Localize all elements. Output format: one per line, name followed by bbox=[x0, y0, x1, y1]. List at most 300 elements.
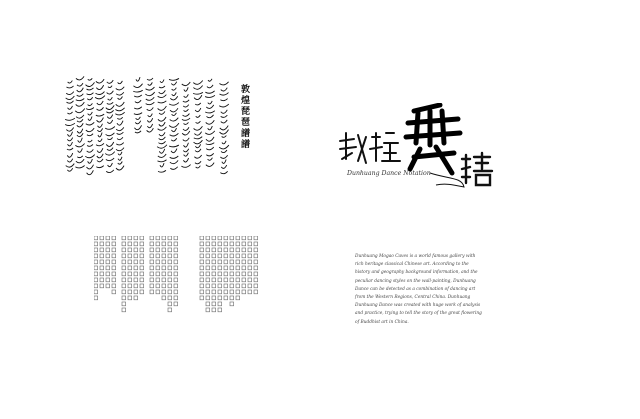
handwriting-mark bbox=[183, 149, 188, 152]
handwriting-mark bbox=[158, 170, 166, 172]
chinese-glyph bbox=[122, 278, 126, 282]
handwriting-mark bbox=[76, 99, 84, 101]
handwriting-mark bbox=[87, 165, 94, 169]
handwriting-mark bbox=[106, 170, 114, 173]
handwriting-mark bbox=[67, 159, 72, 162]
handwriting-mark bbox=[107, 148, 113, 151]
handwriting-mark bbox=[116, 143, 123, 145]
chinese-glyph bbox=[218, 302, 222, 306]
manuscript-title: 敦煌琵琶譜譜 bbox=[239, 84, 249, 150]
chinese-glyph bbox=[218, 284, 222, 288]
chinese-glyph bbox=[248, 278, 252, 282]
chinese-glyph bbox=[200, 290, 204, 294]
handwriting-mark bbox=[66, 92, 74, 95]
chinese-glyph bbox=[94, 254, 98, 258]
chinese-glyph bbox=[168, 308, 172, 312]
handwriting-mark bbox=[146, 87, 155, 90]
handwriting-mark bbox=[147, 124, 152, 128]
handwriting-mark bbox=[116, 127, 124, 130]
chinese-glyph bbox=[248, 242, 252, 246]
chinese-glyph bbox=[156, 254, 160, 258]
handwriting-mark bbox=[158, 141, 165, 143]
handwriting-mark bbox=[85, 155, 94, 158]
chinese-glyph bbox=[150, 278, 154, 282]
english-paragraph: Dunhuang Mogao Caves is a world famous gallery with rich heritage classical Chinese art. According to the history and geography background information, and the peculiar dancing styles on the wall-painting, Dunhuang Dance can be detected as a combination of dancing art from the Western Regions, Central China. Dunhuang Dunhuang Dance was created with huge work of analysis and practice, trying to tell the story of the great flowering of Buddhist art in China. bbox=[355, 254, 482, 325]
handwriting-mark bbox=[182, 82, 190, 86]
chinese-glyph bbox=[162, 296, 166, 300]
handwriting-mark bbox=[88, 117, 92, 121]
chinese-glyph bbox=[134, 248, 138, 252]
chinese-glyph bbox=[122, 284, 126, 288]
handwriting-mark bbox=[184, 94, 189, 97]
chinese-glyph bbox=[236, 272, 240, 276]
chinese-glyph bbox=[200, 296, 204, 300]
chinese-glyph bbox=[168, 260, 172, 264]
chinese-glyph bbox=[254, 254, 258, 258]
chinese-glyph bbox=[218, 272, 222, 276]
handwriting-mark bbox=[136, 117, 141, 120]
handwriting-mark bbox=[66, 128, 73, 132]
handwriting-mark bbox=[159, 132, 165, 136]
chinese-glyph bbox=[206, 272, 210, 276]
handwriting-mark bbox=[133, 84, 142, 88]
handwriting-mark bbox=[171, 138, 176, 141]
chinese-glyph bbox=[128, 236, 132, 240]
handwriting-mark bbox=[205, 131, 215, 135]
chinese-glyph bbox=[242, 248, 246, 252]
handwriting-mark bbox=[221, 110, 228, 113]
handwriting-mark bbox=[171, 128, 176, 132]
handwriting-mark bbox=[205, 111, 215, 113]
handwriting-mark bbox=[107, 120, 112, 123]
handwriting-mark bbox=[148, 114, 153, 117]
chinese-glyph bbox=[122, 308, 126, 312]
chinese-glyph bbox=[128, 296, 132, 300]
chinese-glyph bbox=[206, 242, 210, 246]
chinese-glyph bbox=[94, 266, 98, 270]
chinese-glyph bbox=[206, 266, 210, 270]
chinese-glyph bbox=[106, 236, 110, 240]
handwriting-mark bbox=[107, 115, 112, 119]
chinese-glyph bbox=[128, 254, 132, 258]
chinese-glyph bbox=[162, 290, 166, 294]
handwriting-mark bbox=[106, 110, 113, 113]
handwriting-mark bbox=[105, 152, 115, 155]
chinese-glyph bbox=[140, 254, 144, 258]
chinese-glyph bbox=[248, 284, 252, 288]
chinese-glyph bbox=[122, 290, 126, 294]
chinese-glyph bbox=[218, 266, 222, 270]
chinese-glyph bbox=[218, 296, 222, 300]
chinese-glyph bbox=[212, 290, 216, 294]
chinese-glyph bbox=[174, 302, 178, 306]
handwriting-mark bbox=[195, 103, 201, 105]
handwriting-mark bbox=[170, 118, 179, 121]
handwriting-mark bbox=[147, 128, 154, 132]
handwriting-mark bbox=[194, 132, 201, 136]
chinese-glyph bbox=[134, 296, 138, 300]
chinese-glyph bbox=[168, 278, 172, 282]
handwriting-mark bbox=[88, 140, 92, 142]
handwriting-mark bbox=[135, 100, 141, 103]
chinese-glyph bbox=[212, 296, 216, 300]
handwriting-mark bbox=[106, 158, 114, 161]
handwriting-mark bbox=[220, 126, 228, 130]
handwriting-mark bbox=[75, 144, 84, 147]
chinese-glyph bbox=[122, 254, 126, 258]
handwriting-mark bbox=[169, 103, 179, 106]
handwriting-mark bbox=[76, 76, 84, 80]
chinese-glyph bbox=[236, 260, 240, 264]
chinese-glyph bbox=[206, 284, 210, 288]
handwriting-mark bbox=[158, 127, 167, 130]
chinese-glyph bbox=[242, 260, 246, 264]
handwriting-mark bbox=[96, 79, 104, 83]
handwriting-mark bbox=[206, 163, 214, 167]
chinese-glyph bbox=[122, 272, 126, 276]
handwriting-mark bbox=[134, 113, 142, 115]
handwriting-mark bbox=[115, 112, 124, 115]
chinese-glyph bbox=[122, 242, 126, 246]
chinese-glyph bbox=[224, 260, 228, 264]
handwriting-mark bbox=[116, 148, 124, 151]
logo-large-character-dance bbox=[406, 105, 460, 173]
handwriting-mark bbox=[96, 92, 105, 95]
chinese-glyph bbox=[122, 248, 126, 252]
handwriting-mark bbox=[208, 101, 212, 104]
chinese-glyph bbox=[150, 284, 154, 288]
chinese-glyph bbox=[134, 254, 138, 258]
handwriting-mark bbox=[75, 166, 84, 168]
chinese-glyph bbox=[230, 260, 234, 264]
handwriting-mark bbox=[97, 159, 103, 162]
handwriting-mark bbox=[158, 117, 166, 121]
handwriting-mark bbox=[97, 148, 103, 152]
handwriting-mark bbox=[183, 105, 189, 107]
handwriting-mark bbox=[184, 122, 189, 124]
handwriting-mark bbox=[96, 85, 103, 89]
handwriting-mark bbox=[221, 120, 227, 123]
handwriting-mark bbox=[219, 145, 229, 149]
handwriting-mark bbox=[96, 166, 103, 168]
chinese-glyph bbox=[254, 272, 258, 276]
chinese-glyph bbox=[112, 236, 116, 240]
chinese-glyph bbox=[248, 290, 252, 294]
chinese-glyph bbox=[236, 278, 240, 282]
chinese-glyph bbox=[200, 266, 204, 270]
chinese-glyph bbox=[112, 272, 116, 276]
chinese-glyph bbox=[122, 236, 126, 240]
chinese-glyph bbox=[230, 284, 234, 288]
handwriting-mark bbox=[118, 162, 123, 165]
chinese-glyph bbox=[94, 296, 98, 300]
handwriting-mark bbox=[219, 104, 229, 107]
handwriting-mark bbox=[76, 115, 84, 118]
handwriting-mark bbox=[87, 97, 92, 100]
handwriting-mark bbox=[117, 121, 123, 125]
chinese-glyph bbox=[156, 290, 160, 294]
chinese-glyph bbox=[94, 284, 98, 288]
chinese-glyph bbox=[106, 284, 110, 288]
chinese-glyph bbox=[174, 266, 178, 270]
handwriting-mark bbox=[107, 137, 112, 139]
chinese-glyph bbox=[254, 284, 258, 288]
chinese-glyph bbox=[150, 242, 154, 246]
handwriting-mark bbox=[194, 126, 203, 130]
handwriting-mark bbox=[208, 158, 213, 161]
chinese-glyph bbox=[94, 236, 98, 240]
chinese-glyph bbox=[230, 278, 234, 282]
logo-subtitle: Dunhuang Dance Notation bbox=[347, 170, 431, 177]
chinese-glyph bbox=[174, 254, 178, 258]
handwriting-mark bbox=[158, 101, 167, 103]
handwriting-mark bbox=[196, 166, 201, 168]
handwriting-mark bbox=[206, 120, 215, 124]
chinese-glyph bbox=[134, 284, 138, 288]
handwriting-mark bbox=[96, 114, 104, 116]
handwriting-mark bbox=[66, 164, 75, 168]
handwriting-mark bbox=[193, 92, 203, 94]
handwriting-mark bbox=[77, 88, 84, 92]
handwriting-mark bbox=[107, 102, 113, 104]
chinese-glyph bbox=[140, 236, 144, 240]
handwriting-mark bbox=[116, 92, 124, 95]
handwriting-mark bbox=[205, 95, 215, 97]
chinese-glyph bbox=[156, 272, 160, 276]
chinese-glyph bbox=[206, 290, 210, 294]
handwriting-mark bbox=[107, 80, 113, 83]
chinese-glyph bbox=[162, 284, 166, 288]
chinese-glyph bbox=[162, 266, 166, 270]
chinese-glyph bbox=[156, 248, 160, 252]
chinese-glyph bbox=[218, 308, 222, 312]
handwriting-mark bbox=[67, 132, 72, 136]
chinese-glyph bbox=[162, 278, 166, 282]
handwriting-mark bbox=[118, 96, 123, 99]
chinese-glyph bbox=[168, 236, 172, 240]
handwriting-mark bbox=[222, 135, 227, 137]
chinese-glyph bbox=[168, 290, 172, 294]
handwriting-mark bbox=[133, 90, 142, 92]
chinese-glyph bbox=[112, 278, 116, 282]
handwriting-mark bbox=[67, 148, 73, 150]
handwriting-mark bbox=[67, 168, 72, 171]
handwriting-mark bbox=[183, 158, 188, 162]
chinese-glyph bbox=[174, 284, 178, 288]
chinese-glyph bbox=[212, 260, 216, 264]
chinese-glyph bbox=[134, 242, 138, 246]
chinese-glyph bbox=[106, 254, 110, 258]
handwriting-mark bbox=[97, 101, 103, 105]
handwriting-mark bbox=[108, 97, 113, 100]
chinese-glyph bbox=[122, 302, 126, 306]
handwriting-mark bbox=[206, 137, 214, 141]
chinese-glyph bbox=[218, 236, 222, 240]
chinese-glyph bbox=[174, 236, 178, 240]
chinese-glyph bbox=[200, 254, 204, 258]
handwriting-mark bbox=[88, 103, 93, 105]
chinese-glyph bbox=[212, 254, 216, 258]
handwriting-mark bbox=[206, 143, 215, 145]
handwriting-mark bbox=[67, 101, 74, 103]
handwriting-mark bbox=[183, 127, 189, 130]
handwriting-mark bbox=[98, 124, 103, 128]
handwriting-mark bbox=[77, 133, 83, 136]
chinese-glyph bbox=[100, 278, 104, 282]
chinese-glyph bbox=[224, 248, 228, 252]
chinese-glyph bbox=[200, 284, 204, 288]
chinese-glyph bbox=[230, 296, 234, 300]
chinese-glyph bbox=[236, 284, 240, 288]
chinese-glyph bbox=[100, 272, 104, 276]
chinese-glyph bbox=[150, 260, 154, 264]
chinese-glyph bbox=[242, 278, 246, 282]
chinese-glyph bbox=[134, 290, 138, 294]
handwriting-mark bbox=[77, 94, 84, 97]
chinese-glyph bbox=[122, 296, 126, 300]
chinese-glyph bbox=[242, 266, 246, 270]
logo-brush-swirl bbox=[430, 173, 464, 187]
chinese-glyph bbox=[248, 248, 252, 252]
chinese-glyph bbox=[248, 236, 252, 240]
chinese-glyph bbox=[156, 242, 160, 246]
chinese-glyph bbox=[212, 266, 216, 270]
chinese-glyph bbox=[242, 272, 246, 276]
handwriting-mark bbox=[118, 152, 122, 155]
chinese-glyph bbox=[140, 266, 144, 270]
chinese-glyph bbox=[128, 272, 132, 276]
handwriting-mark bbox=[65, 118, 75, 120]
chinese-glyph bbox=[100, 242, 104, 246]
handwriting-mark bbox=[77, 156, 83, 158]
chinese-glyph bbox=[224, 236, 228, 240]
handwriting-mark bbox=[170, 156, 179, 158]
handwriting-mark bbox=[86, 82, 95, 86]
chinese-glyph bbox=[168, 266, 172, 270]
handwriting-mark bbox=[158, 154, 166, 158]
handwriting-mark bbox=[222, 160, 226, 164]
handwriting-mark bbox=[169, 145, 179, 147]
chinese-glyph bbox=[94, 272, 98, 276]
handwriting-mark bbox=[145, 92, 154, 96]
handwriting-mark bbox=[184, 153, 189, 157]
handwriting-mark bbox=[220, 155, 227, 158]
handwriting-mark bbox=[221, 115, 228, 117]
chinese-glyph bbox=[128, 266, 132, 270]
handwriting-mark bbox=[146, 97, 154, 100]
handwriting-mark bbox=[67, 138, 72, 141]
handwriting-mark bbox=[86, 107, 94, 109]
handwriting-mark bbox=[134, 95, 142, 97]
handwriting-mark bbox=[148, 82, 153, 85]
chinese-glyph bbox=[212, 272, 216, 276]
chinese-glyph bbox=[140, 248, 144, 252]
chinese-glyph bbox=[128, 290, 132, 294]
chinese-glyph bbox=[100, 254, 104, 258]
chinese-glyph bbox=[168, 254, 172, 258]
chinese-glyph bbox=[100, 248, 104, 252]
chinese-glyph bbox=[206, 308, 210, 312]
handwriting-mark bbox=[88, 78, 92, 80]
chinese-glyph bbox=[206, 278, 210, 282]
chinese-glyph bbox=[156, 260, 160, 264]
chinese-glyph bbox=[94, 278, 98, 282]
chinese-glyph bbox=[254, 260, 258, 264]
chinese-glyph bbox=[200, 278, 204, 282]
chinese-glyph bbox=[94, 290, 98, 294]
handwriting-mark bbox=[196, 115, 201, 117]
chinese-glyph bbox=[174, 242, 178, 246]
chinese-glyph bbox=[100, 236, 104, 240]
handwriting-mark bbox=[147, 107, 154, 110]
chinese-glyph bbox=[134, 272, 138, 276]
chinese-glyph bbox=[112, 254, 116, 258]
handwriting-mark bbox=[87, 170, 94, 174]
chinese-glyph bbox=[218, 278, 222, 282]
chinese-glyph bbox=[212, 236, 216, 240]
handwriting-mark bbox=[65, 123, 75, 125]
chinese-glyph bbox=[242, 284, 246, 288]
handwriting-mark bbox=[78, 148, 83, 152]
handwriting-mark bbox=[159, 149, 164, 153]
handwriting-mark bbox=[195, 161, 201, 164]
handwriting-mark bbox=[97, 118, 104, 122]
handwriting-mark bbox=[171, 149, 177, 153]
chinese-glyph bbox=[248, 272, 252, 276]
logo-character-notation bbox=[462, 153, 492, 185]
chinese-glyph bbox=[218, 248, 222, 252]
chinese-glyph bbox=[224, 254, 228, 258]
chinese-glyph bbox=[150, 254, 154, 258]
handwriting-mark bbox=[220, 171, 227, 173]
chinese-glyph bbox=[212, 248, 216, 252]
handwriting-mark bbox=[75, 109, 85, 113]
chinese-glyph bbox=[174, 248, 178, 252]
handwriting-mark bbox=[171, 82, 176, 85]
chinese-glyph bbox=[112, 284, 116, 288]
handwriting-mark bbox=[136, 77, 140, 81]
handwriting-mark bbox=[194, 137, 202, 139]
chinese-glyph bbox=[174, 296, 178, 300]
handwriting-mark bbox=[108, 163, 113, 167]
chinese-glyph bbox=[128, 284, 132, 288]
handwriting-mark bbox=[68, 106, 73, 109]
chinese-glyph bbox=[218, 260, 222, 264]
handwriting-mark bbox=[88, 112, 93, 115]
handwriting-mark bbox=[195, 149, 201, 152]
handwriting-mark bbox=[170, 108, 178, 112]
handwriting-mark bbox=[106, 133, 115, 136]
chinese-glyph bbox=[174, 290, 178, 294]
handwriting-mark bbox=[195, 108, 201, 112]
chinese-glyph bbox=[230, 302, 234, 306]
handwriting-mark bbox=[105, 126, 115, 129]
handwriting-mark bbox=[208, 79, 212, 81]
chinese-glyph bbox=[206, 248, 210, 252]
chinese-glyph bbox=[156, 284, 160, 288]
handwriting-mark bbox=[116, 87, 124, 90]
handwriting-mark bbox=[78, 138, 83, 142]
handwriting-mark bbox=[158, 95, 167, 98]
chinese-glyph bbox=[162, 272, 166, 276]
handwriting-mark bbox=[184, 87, 188, 91]
chinese-glyph bbox=[254, 242, 258, 246]
chinese-glyph bbox=[150, 236, 154, 240]
handwriting-mark bbox=[116, 102, 125, 106]
handwriting-mark bbox=[87, 93, 94, 95]
chinese-glyph bbox=[150, 248, 154, 252]
chinese-glyph bbox=[230, 248, 234, 252]
